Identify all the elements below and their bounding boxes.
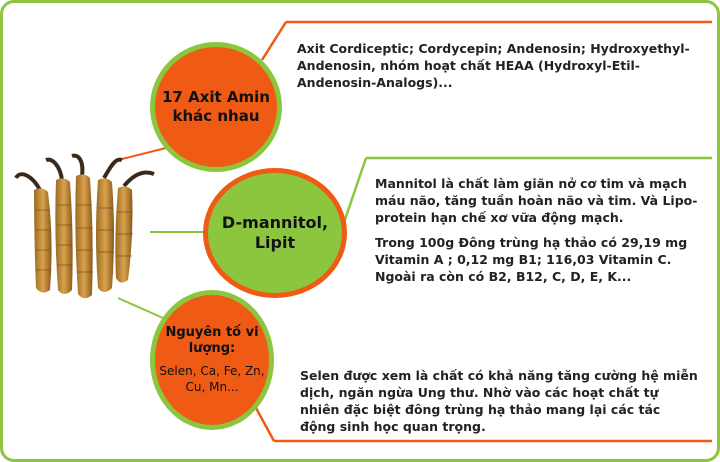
circle-d-mannitol-title: D-mannitol, Lipit bbox=[221, 213, 329, 252]
circle-amino-acids-title: 17 Axit Amin khác nhau bbox=[162, 88, 270, 125]
circle-d-mannitol bbox=[203, 168, 347, 298]
description-amino-acids: Axit Cordiceptic; Cordycepin; Andenosin; Hydroxyethyl-Andenosin, nhóm hoạt chất HEAA (Hydroxyl-Etil-Andenosin-Analogs)... bbox=[297, 41, 690, 90]
description-d-mannitol-paragraph-1: Mannitol là chất làm giãn nở cơ tim và mạch máu não, tăng tuần hoàn não và tim. Và Lipo-protein hạn chế xơ vữa động mạch. bbox=[375, 176, 698, 225]
circle-trace-elements-subtitle: Selen, Ca, Fe, Zn, Cu, Mn... bbox=[159, 364, 265, 394]
circle-trace-elements bbox=[150, 290, 274, 430]
connector-bottom-diagonal bbox=[256, 408, 274, 441]
connector-top-diagonal bbox=[262, 22, 286, 60]
cordyceps-illustration bbox=[12, 150, 162, 310]
description-trace-elements: Selen được xem là chất có khả năng tăng cường hệ miễn dịch, ngăn ngừa Ung thư. Nhờ vào các hoạt chất tự nhiên đặc biệt đông trùng hạ thảo mang lại các tác động sinh học quan trọng. bbox=[300, 368, 698, 434]
description-d-mannitol bbox=[375, 175, 715, 285]
circle-amino-acids bbox=[150, 42, 282, 172]
circle-trace-elements-title: Nguyên tố vi lượng: bbox=[165, 325, 259, 356]
description-d-mannitol-paragraph-2: Trong 100g Đông trùng hạ thảo có 29,19 mg Vitamin A ; 0,12 mg B1; 116,03 Vitamin C. Ngoài ra còn có B2, B12, C, D, E, K... bbox=[375, 235, 688, 284]
